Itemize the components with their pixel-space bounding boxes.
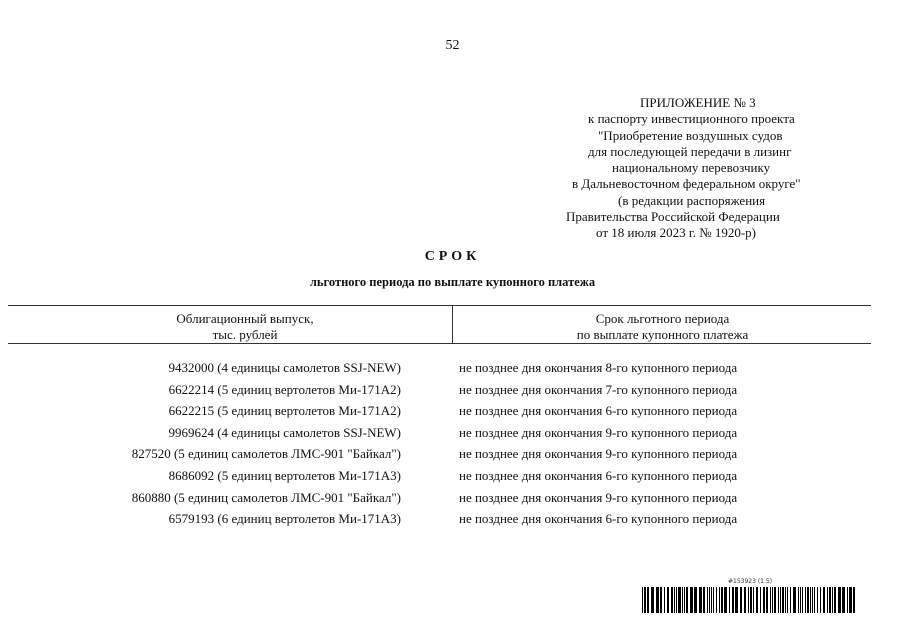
grace-period-cell: не позднее дня окончания 6-го купонного периода [459, 511, 738, 527]
grace-period-cell: не позднее дня окончания 6-го купонного периода [459, 403, 738, 419]
table-row [0, 382, 905, 404]
table-row [0, 360, 905, 382]
column-header-issue-line2: тыс. рублей [212, 327, 278, 342]
appendix-line: для последующей передачи в лизинг [588, 143, 792, 159]
grace-period-cell: не позднее дня окончания 9-го купонного периода [459, 489, 738, 505]
appendix-line: от 18 июля 2023 г. № 1920-р) [596, 225, 756, 241]
grace-period-cell: не позднее дня окончания 9-го купонного периода [459, 424, 738, 440]
column-header-term [455, 311, 870, 343]
table-header-divider [452, 305, 453, 343]
appendix-line: национальному перевозчику [612, 160, 771, 176]
appendix-line: "Приобретение воздушных судов [598, 127, 783, 143]
table-top-border [8, 305, 871, 306]
column-header-issue [40, 311, 450, 343]
bond-issue-cell: 6579193 (6 единиц вертолетов Ми-171А3) [168, 511, 401, 527]
table-row [0, 446, 905, 468]
grace-period-cell: не позднее дня окончания 7-го купонного периода [459, 381, 738, 397]
appendix-header [560, 95, 860, 242]
document-subtitle: льготного периода по выплате купонного платежа [309, 275, 596, 289]
grace-period-cell: не позднее дня окончания 6-го купонного периода [459, 467, 738, 483]
barcode-label: #153923 (1.5) [728, 578, 773, 585]
bond-issue-cell: 8686092 (5 единиц вертолетов Ми-171А3) [168, 467, 401, 483]
bond-issue-cell: 827520 (5 единиц самолетов ЛМС-901 "Байкал") [131, 446, 401, 462]
bond-issue-cell: 9969624 (4 единицы самолетов SSJ-NEW) [168, 424, 401, 440]
table-row [0, 511, 905, 533]
column-header-term-line2: по выплате купонного платежа [576, 327, 749, 342]
column-header-issue-line1: Облигационный выпуск, [176, 311, 314, 326]
table-row [0, 490, 905, 512]
table-header-border [8, 343, 871, 344]
appendix-line: ПРИЛОЖЕНИЕ № 3 [640, 95, 756, 110]
column-header-term-line1: Срок льготного периода [595, 311, 730, 326]
bond-issue-cell: 6622214 (5 единиц вертолетов Ми-171А2) [168, 381, 401, 397]
table-row [0, 403, 905, 425]
appendix-line: Правительства Российской Федерации [566, 209, 780, 225]
bond-issue-cell: 860880 (5 единиц самолетов ЛМС-901 "Байкал") [131, 489, 401, 505]
page-number: 52 [445, 38, 460, 53]
grace-period-cell: не позднее дня окончания 8-го купонного периода [459, 360, 738, 375]
bond-issue-cell: 6622215 (5 единиц вертолетов Ми-171А2) [168, 403, 401, 419]
grace-period-cell: не позднее дня окончания 9-го купонного периода [459, 446, 738, 462]
bond-issue-cell: 9432000 (4 единицы самолетов SSJ-NEW) [168, 360, 401, 375]
table-body [0, 360, 905, 533]
appendix-line: к паспорту инвестиционного проекта [588, 111, 795, 127]
appendix-line: (в редакции распоряжения [618, 192, 766, 208]
table-row [0, 468, 905, 490]
table-row [0, 425, 905, 447]
barcode-icon [642, 587, 855, 613]
document-title: СРОК [424, 249, 481, 264]
appendix-line: в Дальневосточном федеральном округе" [572, 176, 801, 192]
